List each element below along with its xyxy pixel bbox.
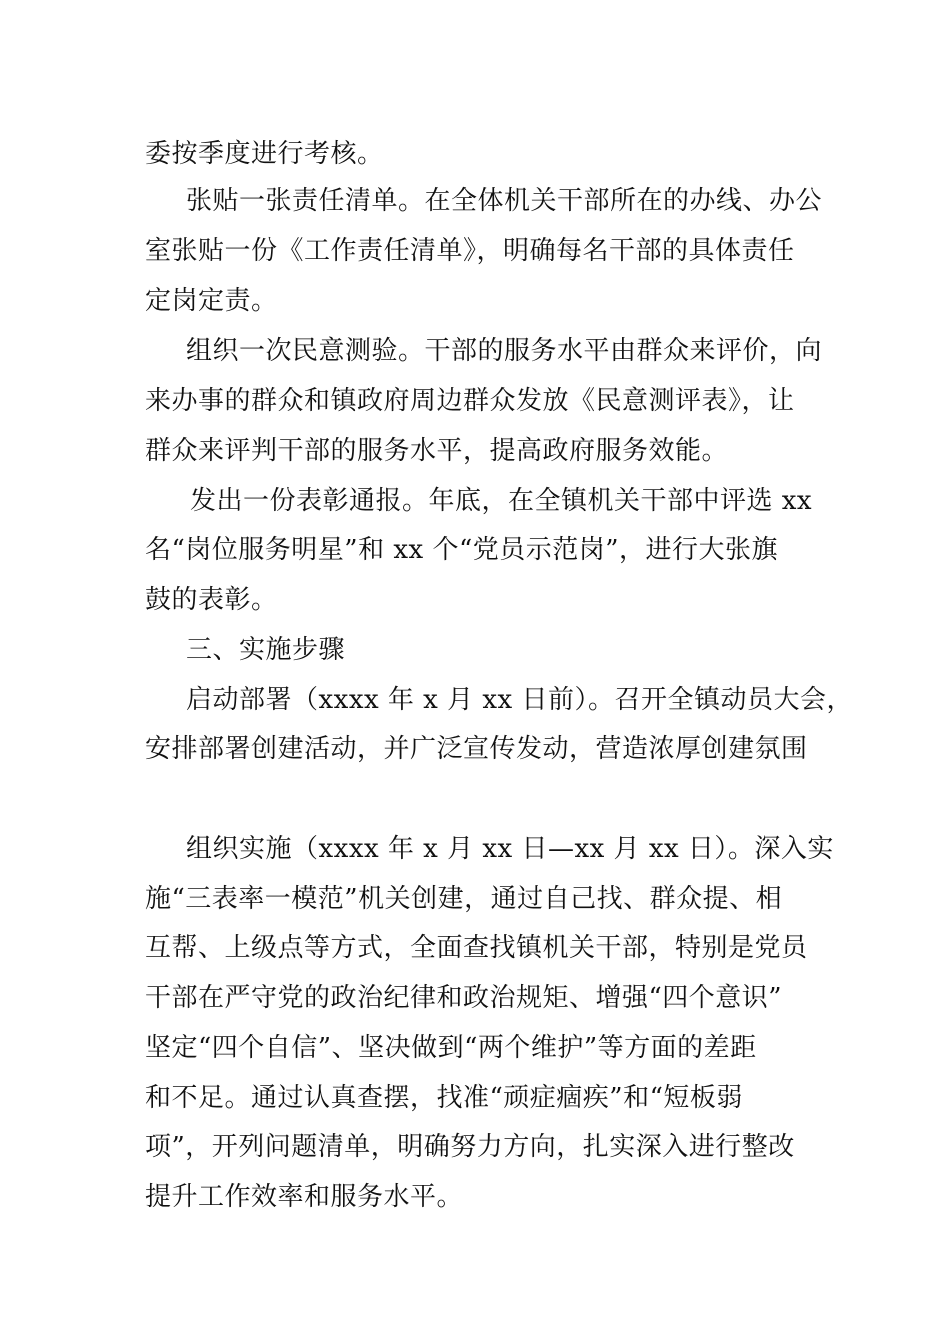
text-line: 坚定“四个自信”、坚决做到“两个维护”等方面的差距 — [145, 1033, 757, 1063]
text-line: 干部在严守党的政治纪律和政治规矩、增强“四个意识” — [145, 983, 783, 1013]
paragraph-responsibility-list: 张贴一张责任清单。在全体机关干部所在的办线、办公 — [186, 186, 823, 216]
paragraph-launch: 启动部署（xxxx 年 x 月 xx 日前）。召开全镇动员大会， — [186, 685, 853, 715]
paragraph-opinion-poll: 组织一次民意测验。干部的服务水平由群众来评价，向 — [186, 336, 823, 366]
paragraph-implementation: 组织实施（xxxx 年 x 月 xx 日—xx 月 xx 日）。深入实 — [186, 834, 834, 864]
text-line: 来办事的群众和镇政府周边群众发放《民意测评表》，让 — [145, 386, 795, 416]
text-line: 互帮、上级点等方式，全面查找镇机关干部，特别是党员 — [145, 933, 808, 963]
text-line: 施“三表率一模范”机关创建，通过自己找、群众提、相 — [145, 884, 783, 914]
text-line: 鼓的表彰。 — [145, 585, 278, 615]
text-line: 安排部署创建活动，并广泛宣传发动，营造浓厚创建氛围 — [145, 734, 808, 764]
text-line: 名“岗位服务明星”和 xx 个“党员示范岗”，进行大张旗 — [145, 535, 779, 565]
text-line: 群众来评判干部的服务水平，提高政府服务效能。 — [145, 436, 729, 466]
paragraph-commendation: 发出一份表彰通报。年底，在全镇机关干部中评选 xx — [190, 486, 813, 516]
text-line: 项”，开列问题清单，明确努力方向，扎实深入进行整改 — [145, 1132, 795, 1162]
text-line: 定岗定责。 — [145, 286, 278, 316]
text-line: 提升工作效率和服务水平。 — [145, 1182, 464, 1212]
section-heading: 三、实施步骤 — [186, 635, 346, 665]
text-line: 委按季度进行考核。 — [145, 139, 384, 169]
text-line: 室张贴一份《工作责任清单》，明确每名干部的具体责任 — [145, 236, 795, 266]
text-line: 和不足。通过认真查摆，找准“顽症痼疾”和“短板弱 — [145, 1083, 743, 1113]
